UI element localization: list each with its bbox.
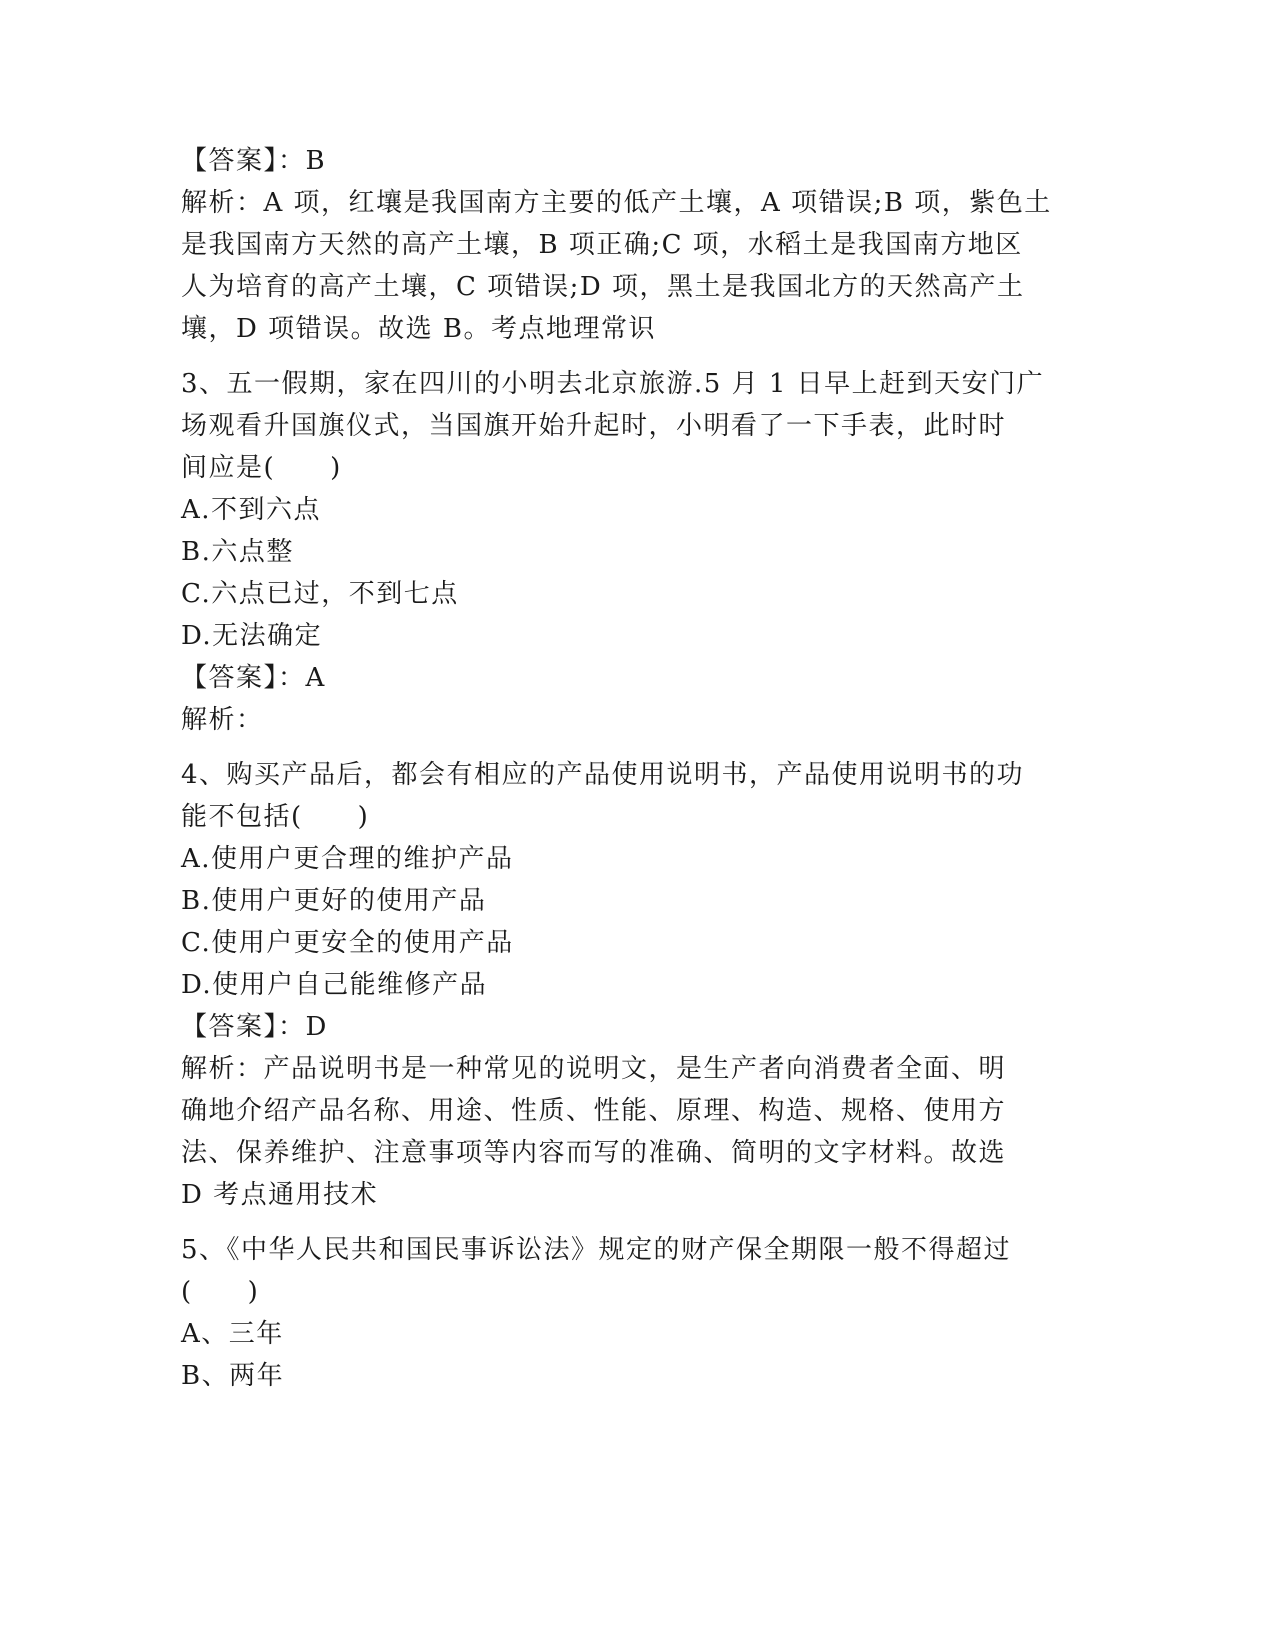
spacer — [181, 741, 1061, 754]
option-c: C.六点已过，不到七点 — [181, 579, 459, 609]
question-stem-line: 4、购买产品后，都会有相应的产品使用说明书，产品使用说明书的功 — [181, 760, 1025, 790]
question-stem-line: 能不包括( ) — [181, 802, 370, 832]
option-a: A.不到六点 — [181, 495, 322, 525]
analysis-line: 解析： — [181, 705, 264, 735]
option-b: B.使用户更好的使用产品 — [181, 886, 487, 916]
question-stem-line: 场观看升国旗仪式，当国旗开始升起时，小明看了一下手表，此时时 — [181, 411, 1007, 441]
question-stem-line: ( ) — [181, 1277, 260, 1307]
option-c: C.使用户更安全的使用产品 — [181, 928, 514, 958]
question-4 — [181, 754, 1061, 1216]
answer-block-prev — [181, 140, 1061, 350]
answer-line: 【答案】：B — [181, 146, 327, 176]
option-d: D.使用户自己能维修产品 — [181, 970, 488, 1000]
question-5 — [181, 1229, 1061, 1397]
answer-line: 【答案】：D — [181, 1012, 328, 1042]
question-stem-line: 间应是( ) — [181, 453, 342, 483]
question-stem-line: 5、《中华人民共和国民事诉讼法》规定的财产保全期限一般不得超过 — [181, 1235, 1012, 1265]
question-stem-line: 3、五一假期，家在四川的小明去北京旅游.5 月 1 日早上赶到天安门广 — [181, 369, 1045, 399]
question-3 — [181, 363, 1061, 741]
spacer — [181, 1216, 1061, 1229]
analysis-line: 人为培育的高产土壤，C 项错误;D 项，黑土是我国北方的天然高产土 — [181, 272, 1025, 302]
option-b: B.六点整 — [181, 537, 294, 567]
analysis-line: 解析：产品说明书是一种常见的说明文，是生产者向消费者全面、明 — [181, 1054, 1007, 1084]
answer-line: 【答案】：A — [181, 663, 326, 693]
analysis-line: 壤，D 项错误。故选 B。考点地理常识 — [181, 314, 656, 344]
spacer — [181, 350, 1061, 363]
analysis-line: 法、保养维护、注意事项等内容而写的准确、简明的文字材料。故选 — [181, 1138, 1007, 1168]
option-a: A.使用户更合理的维护产品 — [181, 844, 514, 874]
analysis-line: 确地介绍产品名称、用途、性质、性能、原理、构造、规格、使用方 — [181, 1096, 1007, 1126]
option-b: B、两年 — [181, 1361, 285, 1391]
analysis-line: D 考点通用技术 — [181, 1180, 379, 1210]
option-a: A、三年 — [181, 1319, 284, 1349]
option-d: D.无法确定 — [181, 621, 323, 651]
analysis-line: 解析：A 项，红壤是我国南方主要的低产土壤，A 项错误;B 项，紫色土 — [181, 188, 1052, 218]
analysis-line: 是我国南方天然的高产土壤，B 项正确;C 项，水稻土是我国南方地区 — [181, 230, 1023, 260]
document-page — [181, 140, 1061, 1397]
